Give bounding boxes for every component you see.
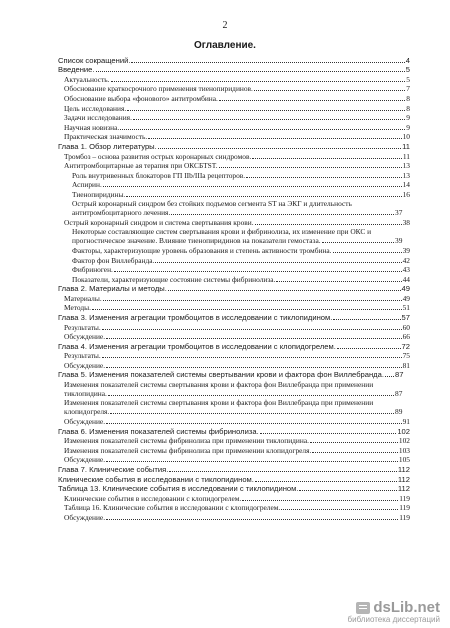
leader-dots <box>260 433 397 434</box>
toc-entry <box>58 312 410 322</box>
toc-entry <box>58 132 410 142</box>
leader-dots <box>96 71 405 72</box>
leader-dots <box>385 376 394 377</box>
toc-entry <box>58 93 410 103</box>
toc-entry <box>58 65 410 75</box>
watermark <box>348 599 440 624</box>
toc-entry-label: Показатели, характеризующие состояние системы фибринолиза. <box>72 274 276 284</box>
toc-entry <box>58 161 410 171</box>
toc-entry-label: Таблица 13. Клинические события в исследовании с тиклопидином. <box>58 484 299 494</box>
toc-entry-label: Научная новизна. <box>64 122 120 132</box>
watermark-subtitle: библиотека диссертаций <box>347 615 440 624</box>
leader-dots <box>169 471 397 472</box>
leader-dots <box>219 100 405 101</box>
toc-entry-page: 16 <box>402 189 410 199</box>
toc-entry-label: Некоторые составляющие систем свертывания крови и фибринолиза, их изменение при ОКС и прогностическое значение. Влияние тиенопиридинов на показатели гемостаза. <box>72 226 372 246</box>
toc-entry <box>58 426 410 436</box>
leader-dots <box>276 281 401 282</box>
toc-entry <box>58 122 410 132</box>
leader-dots <box>155 262 401 263</box>
toc-entry <box>58 332 410 342</box>
toc-entry <box>58 113 410 123</box>
toc-entry-page: 66 <box>402 332 410 342</box>
leader-dots <box>102 329 402 330</box>
leader-dots <box>108 395 394 396</box>
toc-entry-page: 11 <box>402 151 410 161</box>
toc-entry <box>58 180 410 190</box>
toc-entry-page: 112 <box>397 484 410 494</box>
toc-entry-page: 87 <box>395 370 404 380</box>
watermark-logo <box>348 599 440 616</box>
leader-dots <box>310 442 398 443</box>
toc-entry-label: Тромбоз – основа развития острых коронарных синдромов. <box>64 151 252 161</box>
leader-dots <box>219 167 402 168</box>
leader-dots <box>103 186 402 187</box>
leader-dots <box>110 413 394 414</box>
toc-entry-label: Обсуждение. <box>64 417 106 427</box>
toc-entry-page: 49 <box>402 293 410 303</box>
toc-entry-page: 87 <box>395 388 403 398</box>
toc-entry-label: Практическая значимость. <box>64 132 148 142</box>
leader-dots <box>106 423 402 424</box>
toc-entry-page: 112 <box>397 474 410 484</box>
toc-entry-page: 37 <box>395 208 403 218</box>
toc-entry-label: Глава 1. Обзор литературы. <box>58 141 157 151</box>
toc-entry <box>58 493 410 503</box>
toc-entry-label: Острый коронарный синдром и система свертывания крови. <box>64 217 254 227</box>
leader-dots <box>102 357 402 358</box>
toc-entry-label: Острый коронарный синдром без стойких подъемов сегмента ST на ЭКГ и длительность антитромбоцитарного лечения. <box>72 198 352 218</box>
toc-entry-label: Обсуждение. <box>64 455 106 465</box>
toc-entry <box>58 293 410 303</box>
toc-entry <box>58 341 410 351</box>
toc-entry-label: Фактор фон Виллебранда. <box>72 255 155 265</box>
toc-entry <box>58 170 410 180</box>
toc-entry-page: 119 <box>399 512 410 522</box>
toc-entry-page: 57 <box>401 313 410 323</box>
leader-dots <box>299 490 396 491</box>
toc-entry-label: Список сокращений. <box>58 55 131 65</box>
toc-entry-label: Задачи исследования. <box>64 113 132 123</box>
leader-dots <box>312 452 398 453</box>
toc-entry-label: Аспирин. <box>72 180 102 190</box>
toc-entry <box>58 55 410 65</box>
leader-dots <box>114 271 402 272</box>
toc-entry-page: 60 <box>402 322 410 332</box>
toc-entry <box>58 445 410 455</box>
table-of-contents <box>58 55 410 522</box>
toc-entry-page: 13 <box>402 161 410 171</box>
toc-entry <box>58 141 410 151</box>
toc-entry-label: Материалы. <box>64 293 102 303</box>
toc-entry-label: Изменения показателей системы фибринолиза при применении тиклопидина. <box>64 436 309 446</box>
toc-entry-page: 8 <box>406 93 410 103</box>
toc-entry <box>58 416 410 426</box>
toc-entry-page: 7 <box>406 84 410 94</box>
toc-entry <box>58 189 410 199</box>
toc-entry <box>58 322 410 332</box>
toc-entry-label: Результаты. <box>64 351 101 361</box>
toc-entry-page: 75 <box>402 351 410 361</box>
leader-dots <box>106 519 398 520</box>
toc-entry <box>58 103 410 113</box>
leader-dots <box>322 242 394 243</box>
toc-entry <box>58 512 410 522</box>
leader-dots <box>106 338 402 339</box>
toc-entry <box>58 464 410 474</box>
toc-entry <box>58 436 410 446</box>
toc-entry-page: 102 <box>397 426 410 436</box>
toc-entry-page: 119 <box>399 493 410 503</box>
toc-entry-label: Клинические события в исследовании с клопидогрелем. <box>64 493 242 503</box>
toc-entry-page: 49 <box>401 284 410 294</box>
toc-entry-page: 14 <box>402 180 410 190</box>
leader-dots <box>252 158 402 159</box>
page-number: 2 <box>222 20 228 31</box>
toc-entry-page: 39 <box>402 245 410 255</box>
leader-dots <box>92 309 402 310</box>
toc-entry-page: 43 <box>402 265 410 275</box>
toc-entry <box>58 274 410 284</box>
toc-entry-label: Актуальность. <box>64 74 110 84</box>
toc-entry-label: Методы. <box>64 303 91 313</box>
toc-entry-label: Изменения показателей системы свертывания крови и фактора фон Виллебранда при применении тиклопидина. <box>64 379 374 398</box>
leader-dots <box>127 110 405 111</box>
toc-entry <box>58 503 410 513</box>
leader-dots <box>333 319 400 320</box>
toc-entry-label: Обоснование краткосрочного применения тиенопиридинов. <box>64 84 253 94</box>
toc-entry-page: 51 <box>402 303 410 313</box>
toc-entry-page: 5 <box>406 74 410 84</box>
toc-entry <box>58 474 410 484</box>
leader-dots <box>131 62 404 63</box>
leader-dots <box>106 367 402 368</box>
toc-entry <box>58 74 410 84</box>
toc-entry-label: Изменения показателей системы фибринолиза при применении клопидогреля. <box>64 445 312 455</box>
toc-entry-label: Глава 4. Изменения агрегации тромбоцитов в исследовании с клопидогрелем. <box>58 341 336 351</box>
leader-dots <box>168 290 401 291</box>
toc-entry-page: 72 <box>401 341 410 351</box>
leader-dots <box>242 500 398 501</box>
leader-dots <box>255 224 402 225</box>
toc-entry <box>58 484 410 494</box>
toc-entry <box>58 351 410 361</box>
toc-entry <box>58 227 410 245</box>
toc-entry-label: Глава 6. Изменения показателей системы фибринолиза. <box>58 426 259 436</box>
toc-entry-label: Результаты. <box>64 322 101 332</box>
toc-entry <box>58 398 410 416</box>
toc-entry <box>58 455 410 465</box>
book-icon <box>356 602 370 614</box>
toc-entry-label: Роль внутривенных блокаторов ГП IIb/IIIa рецепторов. <box>72 170 246 180</box>
toc-entry <box>58 303 410 313</box>
toc-entry-label: Таблица 16. Клинические события в исследовании с клопидогрелем. <box>64 503 281 513</box>
toc-entry-label: Глава 2. Материалы и методы. <box>58 284 167 294</box>
toc-entry-label: Обсуждение. <box>64 512 106 522</box>
toc-entry-page: 10 <box>402 132 410 142</box>
leader-dots <box>246 177 401 178</box>
toc-entry-page: 105 <box>398 455 410 465</box>
leader-dots <box>333 252 402 253</box>
toc-entry-page: 91 <box>402 417 410 427</box>
toc-entry-label: Глава 7. Клинические события. <box>58 465 169 474</box>
toc-entry-label: Антитромбоцитарные ая терапия при ОКСБТST. <box>64 161 218 171</box>
toc-entry-page: 38 <box>402 217 410 227</box>
leader-dots <box>126 196 401 197</box>
toc-entry-page: 89 <box>395 407 403 417</box>
toc-entry-page: 119 <box>399 503 410 513</box>
leader-dots <box>133 119 405 120</box>
leader-dots <box>120 129 405 130</box>
leader-dots <box>148 138 401 139</box>
toc-entry <box>58 199 410 217</box>
toc-entry-label: Клинические события в исследовании с тиклопидином. <box>58 474 254 484</box>
toc-entry-label: Фибриноген. <box>72 265 113 275</box>
toc-entry-label: Тиенопиридины. <box>72 189 126 199</box>
toc-entry-page: 102 <box>398 436 410 446</box>
leader-dots <box>337 348 401 349</box>
toc-entry-label: Глава 3. Изменения агрегации тромбоцитов в исследовании с тиклопидином. <box>58 313 333 323</box>
toc-entry-page: 44 <box>402 274 410 284</box>
leader-dots <box>255 481 397 482</box>
toc-entry <box>58 84 410 94</box>
toc-entry-page: 9 <box>406 113 410 123</box>
toc-entry-label: Глава 5. Изменения показателей системы свертывании крови и фактора фон Виллебранда. <box>58 370 384 380</box>
toc-entry-label: Факторы, характеризующие уровень образования и степень активности тромбина. <box>72 245 332 255</box>
toc-entry <box>58 255 410 265</box>
toc-entry <box>58 370 410 380</box>
toc-entry-page: 13 <box>402 170 410 180</box>
toc-entry <box>58 245 410 255</box>
leader-dots <box>254 90 405 91</box>
toc-entry <box>58 265 410 275</box>
toc-entry-page: 103 <box>398 445 410 455</box>
toc-entry-label: Обоснование выбора «фонового» антитромбина. <box>64 93 218 103</box>
toc-entry-label: Цель исследования. <box>64 103 127 113</box>
toc-entry-page: 8 <box>406 103 410 113</box>
toc-entry <box>58 284 410 294</box>
toc-title: Оглавление. <box>194 40 256 51</box>
toc-entry-page: 9 <box>406 122 410 132</box>
toc-entry-page: 5 <box>405 65 410 75</box>
toc-entry-page: 11 <box>402 141 410 151</box>
toc-entry-page: 4 <box>405 55 410 65</box>
toc-entry-label: Введение. <box>58 65 95 75</box>
toc-entry-label: Обсуждение. <box>64 332 106 342</box>
toc-entry <box>58 151 410 161</box>
toc-entry-page: 112 <box>397 465 410 474</box>
toc-entry <box>58 217 410 227</box>
leader-dots <box>103 300 402 301</box>
leader-dots <box>281 509 398 510</box>
watermark-logo-text: dsLib.net <box>373 599 440 616</box>
toc-entry-label: Изменения показателей системы свертывания крови и фактора фон Виллебранда при применении клопидогреля. <box>64 398 374 417</box>
toc-entry-page: 81 <box>402 361 410 371</box>
toc-entry <box>58 380 410 398</box>
toc-entry <box>58 360 410 370</box>
leader-dots <box>111 81 406 82</box>
leader-dots <box>158 148 401 149</box>
leader-dots <box>106 461 398 462</box>
toc-entry-page: 39 <box>395 236 403 246</box>
leader-dots <box>171 214 394 215</box>
toc-entry-page: 42 <box>402 255 410 265</box>
toc-entry-label: Обсуждение. <box>64 361 106 371</box>
